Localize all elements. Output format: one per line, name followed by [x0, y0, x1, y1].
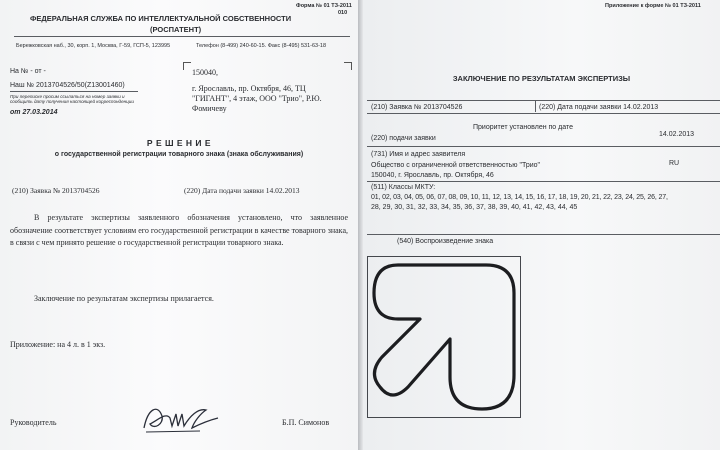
decision-subtitle: о государственной регистрации товарного знака (знака обслуживания) — [54, 151, 304, 158]
ref-line: На № - от - — [10, 68, 46, 75]
recipient-line2: "ГИГАНТ", 4 этаж, ООО "Трио", Р.Ю. — [192, 94, 322, 103]
signer-title: Руководитель — [10, 418, 57, 427]
trademark-shape-icon — [368, 257, 520, 417]
address-corner-tl — [183, 62, 191, 70]
appendix-form: Приложение к форме № 01 ТЗ-2011 — [605, 3, 701, 9]
mark-label: (540) Воспроизведение знака — [397, 238, 494, 245]
table-line-3 — [367, 146, 720, 147]
appendix-note: Приложение: на 4 л. в 1 экз. — [10, 340, 106, 349]
priority-field: (220) подачи заявки — [371, 135, 436, 142]
recipient-line3: Фомичеву — [192, 104, 227, 113]
applicant-country: RU — [669, 160, 680, 167]
priority-label: Приоритет установлен по дате — [473, 124, 573, 131]
signer-name: Б.П. Симонов — [282, 418, 330, 427]
application-number: (210) Заявка № 2013704526 — [371, 104, 463, 111]
classes-label: (511) Классы МКТУ: — [371, 184, 436, 191]
header-divider — [14, 36, 350, 37]
trademark-image-frame — [367, 256, 521, 418]
recipient-postcode: 150040, — [192, 68, 218, 77]
org-short: (РОСПАТЕНТ) — [150, 25, 202, 34]
org-phones: Телефон (8-499) 240-60-15. Факс (8-495) 531-63-18 — [196, 43, 327, 49]
attachment-note: Заключение по результатам экспертизы прилагается. — [34, 294, 214, 303]
applicant-name: Общество с ограниченной ответственностью "Трио" — [371, 162, 541, 169]
form-number: Форма № 01 ТЗ-2011 — [296, 3, 352, 9]
ref-underline — [10, 91, 138, 92]
table-line-4 — [367, 181, 720, 182]
conclusion-title: ЗАКЛЮЧЕНИЕ ПО РЕЗУЛЬТАТАМ ЭКСПЕРТИЗЫ — [452, 74, 631, 83]
form-code: 010 — [338, 10, 348, 16]
table-vline — [535, 100, 536, 112]
classes-line-1: 01, 02, 03, 04, 05, 06, 07, 08, 09, 10, 11, 12, 13, 14, 15, 16, 17, 18, 19, 20, 21, 22, 23, 24, 25, 26, 27, — [371, 194, 668, 201]
correspondence-note: При переписке просим ссылаться на номер заявки и сообщить дату получения настоящей корреспонденции — [10, 94, 134, 105]
org-title: ФЕДЕРАЛЬНАЯ СЛУЖБА ПО ИНТЕЛЛЕКТУАЛЬНОЙ СОБСТВЕННОСТИ — [30, 14, 292, 23]
recipient-line1: г. Ярославль, пр. Октября, 46, ТЦ — [192, 84, 306, 93]
table-line-2 — [367, 113, 720, 114]
applicant-label: (731) Имя и адрес заявителя — [371, 151, 466, 158]
table-line-1 — [367, 100, 720, 101]
our-ref: Наш № 2013704526/50(Z13001460) — [10, 82, 125, 89]
application-number: (210) Заявка № 2013704526 — [12, 186, 100, 195]
filing-date: (220) Дата подачи заявки 14.02.2013 — [184, 186, 300, 195]
received-date: от 27.03.2014 — [10, 109, 58, 116]
signature-icon — [140, 398, 220, 438]
expert-conclusion-page — [363, 0, 720, 450]
classes-line-2: 28, 29, 30, 31, 32, 33, 34, 35, 36, 37, 38, 39, 40, 41, 42, 43, 44, 45 — [371, 204, 578, 211]
decision-title: Р Е Ш Е Н И Е — [146, 138, 212, 148]
org-address: Бережковская наб., 30, корп. 1, Москва, Г-59, ГСП-5, 123995 — [16, 43, 171, 49]
filing-date: (220) Дата подачи заявки 14.02.2013 — [539, 104, 659, 111]
priority-date: 14.02.2013 — [659, 131, 695, 138]
decision-page — [0, 0, 358, 450]
address-corner-tr — [344, 62, 352, 70]
table-line-5 — [367, 234, 720, 235]
applicant-address: 150040, г. Ярославль, пр. Октября, 46 — [371, 172, 494, 179]
decision-body-text: В результате экспертизы заявленного обозначения установлено, что заявленное обозначение соответствует условиям его государственной регистрации в качестве товарного знака, в связи с чем принято решение о государственной регистрации товарного знака. — [10, 213, 348, 247]
